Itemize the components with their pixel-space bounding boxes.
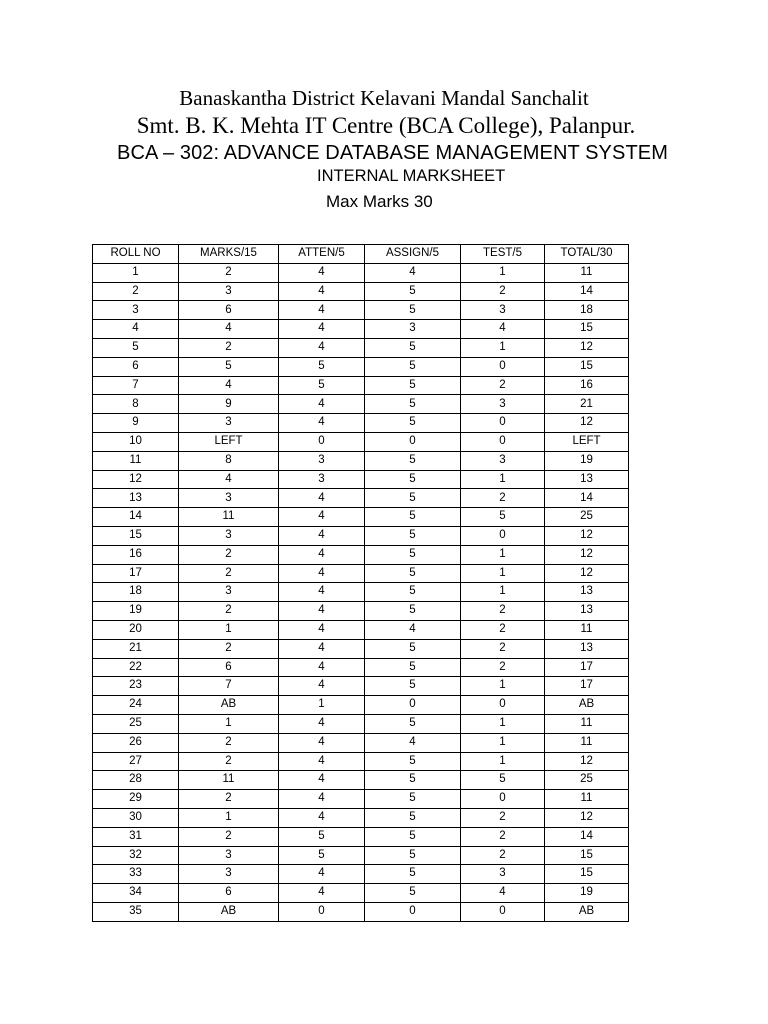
table-cell: 5 bbox=[365, 376, 461, 395]
table-cell: 14 bbox=[93, 508, 179, 527]
table-cell: 6 bbox=[179, 658, 279, 677]
table-cell: 5 bbox=[461, 508, 545, 527]
column-header: ROLL NO bbox=[93, 245, 179, 264]
table-cell: 13 bbox=[545, 583, 629, 602]
table-cell: 3 bbox=[93, 301, 179, 320]
table-cell: 28 bbox=[93, 771, 179, 790]
table-cell: 1 bbox=[461, 470, 545, 489]
table-cell: 5 bbox=[365, 658, 461, 677]
table-cell: 4 bbox=[279, 414, 365, 433]
table-cell: 32 bbox=[93, 846, 179, 865]
table-row bbox=[93, 771, 629, 790]
table-cell: 5 bbox=[365, 677, 461, 696]
table-cell: 3 bbox=[279, 451, 365, 470]
table-cell: 17 bbox=[93, 564, 179, 583]
table-row bbox=[93, 696, 629, 715]
table-cell: 4 bbox=[279, 564, 365, 583]
table-cell: 8 bbox=[93, 395, 179, 414]
table-cell: 22 bbox=[93, 658, 179, 677]
table-row bbox=[93, 301, 629, 320]
table-cell: 5 bbox=[365, 827, 461, 846]
table-row bbox=[93, 545, 629, 564]
table-cell: 4 bbox=[279, 884, 365, 903]
table-cell: 4 bbox=[279, 320, 365, 339]
table-cell: 1 bbox=[461, 545, 545, 564]
table-cell: 1 bbox=[279, 696, 365, 715]
table-cell: 4 bbox=[279, 639, 365, 658]
table-cell: 3 bbox=[461, 865, 545, 884]
table-cell: LEFT bbox=[179, 432, 279, 451]
table-cell: 20 bbox=[93, 620, 179, 639]
table-cell: 1 bbox=[461, 564, 545, 583]
table-cell: 12 bbox=[93, 470, 179, 489]
table-cell: 17 bbox=[545, 658, 629, 677]
table-row bbox=[93, 320, 629, 339]
table-cell: 12 bbox=[545, 526, 629, 545]
table-cell: 4 bbox=[365, 620, 461, 639]
table-cell: 1 bbox=[93, 263, 179, 282]
table-cell: 4 bbox=[461, 884, 545, 903]
table-cell: 11 bbox=[179, 771, 279, 790]
table-cell: 11 bbox=[545, 263, 629, 282]
table-cell: 2 bbox=[179, 564, 279, 583]
table-cell: 4 bbox=[279, 395, 365, 414]
table-row bbox=[93, 602, 629, 621]
table-cell: 5 bbox=[365, 846, 461, 865]
table-cell: 12 bbox=[545, 338, 629, 357]
table-cell: 5 bbox=[365, 639, 461, 658]
table-cell: 14 bbox=[545, 827, 629, 846]
marks-table bbox=[92, 244, 629, 922]
table-cell: 26 bbox=[93, 733, 179, 752]
table-cell: 5 bbox=[279, 357, 365, 376]
table-cell: 1 bbox=[461, 752, 545, 771]
table-row bbox=[93, 752, 629, 771]
table-cell: 19 bbox=[93, 602, 179, 621]
table-cell: 29 bbox=[93, 790, 179, 809]
table-cell: 2 bbox=[179, 602, 279, 621]
table-cell: 3 bbox=[461, 301, 545, 320]
table-cell: 15 bbox=[545, 320, 629, 339]
table-cell: 31 bbox=[93, 827, 179, 846]
table-cell: 10 bbox=[93, 432, 179, 451]
table-cell: 4 bbox=[279, 583, 365, 602]
column-header: ATTEN/5 bbox=[279, 245, 365, 264]
table-cell: 21 bbox=[545, 395, 629, 414]
table-cell: 25 bbox=[545, 508, 629, 527]
table-cell: 1 bbox=[461, 677, 545, 696]
table-cell: 12 bbox=[545, 808, 629, 827]
table-cell: 2 bbox=[461, 808, 545, 827]
table-cell: 4 bbox=[279, 714, 365, 733]
table-cell: 4 bbox=[93, 320, 179, 339]
table-cell: 5 bbox=[365, 301, 461, 320]
table-cell: 2 bbox=[461, 620, 545, 639]
table-cell: 0 bbox=[365, 696, 461, 715]
table-cell: 19 bbox=[545, 884, 629, 903]
table-header-row bbox=[93, 245, 629, 264]
table-cell: 5 bbox=[365, 526, 461, 545]
table-cell: 4 bbox=[279, 733, 365, 752]
max-marks: Max Marks 30 bbox=[326, 192, 433, 211]
table-cell: 1 bbox=[461, 733, 545, 752]
table-row bbox=[93, 508, 629, 527]
table-cell: 1 bbox=[461, 714, 545, 733]
table-cell: 2 bbox=[461, 846, 545, 865]
table-body bbox=[93, 263, 629, 921]
table-row bbox=[93, 357, 629, 376]
table-cell: 5 bbox=[365, 470, 461, 489]
table-cell: 14 bbox=[545, 282, 629, 301]
table-cell: 4 bbox=[279, 338, 365, 357]
table-row bbox=[93, 658, 629, 677]
table-cell: 2 bbox=[461, 489, 545, 508]
table-row bbox=[93, 470, 629, 489]
table-row bbox=[93, 564, 629, 583]
table-cell: 2 bbox=[461, 639, 545, 658]
table-cell: 5 bbox=[279, 827, 365, 846]
table-cell: 2 bbox=[179, 263, 279, 282]
table-cell: 5 bbox=[365, 508, 461, 527]
table-cell: 4 bbox=[279, 620, 365, 639]
table-row bbox=[93, 376, 629, 395]
institution-name: Banaskantha District Kelavani Mandal Sanchalit bbox=[179, 86, 589, 110]
table-cell: AB bbox=[545, 902, 629, 921]
table-cell: LEFT bbox=[545, 432, 629, 451]
table-cell: 4 bbox=[279, 263, 365, 282]
table-row bbox=[93, 282, 629, 301]
table-cell: 4 bbox=[279, 808, 365, 827]
column-header: TEST/5 bbox=[461, 245, 545, 264]
table-cell: 3 bbox=[179, 489, 279, 508]
table-cell: 9 bbox=[93, 414, 179, 433]
column-header: TOTAL/30 bbox=[545, 245, 629, 264]
table-cell: 0 bbox=[279, 902, 365, 921]
column-header: ASSIGN/5 bbox=[365, 245, 461, 264]
table-cell: 2 bbox=[179, 338, 279, 357]
table-cell: 19 bbox=[545, 451, 629, 470]
table-cell: 4 bbox=[365, 733, 461, 752]
table-cell: 23 bbox=[93, 677, 179, 696]
table-cell: 2 bbox=[461, 602, 545, 621]
college-name: Smt. B. K. Mehta IT Centre (BCA College), Palanpur. bbox=[136, 113, 636, 138]
table-cell: 4 bbox=[279, 790, 365, 809]
table-cell: 1 bbox=[461, 263, 545, 282]
column-header: MARKS/15 bbox=[179, 245, 279, 264]
table-row bbox=[93, 677, 629, 696]
table-cell: 5 bbox=[365, 357, 461, 376]
table-cell: 3 bbox=[279, 470, 365, 489]
table-cell: 5 bbox=[461, 771, 545, 790]
table-cell: 0 bbox=[461, 790, 545, 809]
table-cell: 11 bbox=[545, 790, 629, 809]
table-cell: 2 bbox=[461, 658, 545, 677]
table-cell: 5 bbox=[365, 752, 461, 771]
table-cell: 0 bbox=[461, 414, 545, 433]
table-row bbox=[93, 620, 629, 639]
table-cell: 5 bbox=[365, 451, 461, 470]
table-row bbox=[93, 827, 629, 846]
table-cell: 13 bbox=[545, 639, 629, 658]
table-cell: 15 bbox=[545, 846, 629, 865]
table-cell: 3 bbox=[179, 583, 279, 602]
table-cell: 5 bbox=[365, 564, 461, 583]
table-cell: 5 bbox=[365, 338, 461, 357]
table-cell: 27 bbox=[93, 752, 179, 771]
table-cell: 5 bbox=[365, 884, 461, 903]
table-row bbox=[93, 902, 629, 921]
table-row bbox=[93, 846, 629, 865]
table-cell: 7 bbox=[93, 376, 179, 395]
table-cell: 3 bbox=[461, 451, 545, 470]
table-row bbox=[93, 639, 629, 658]
table-cell: 3 bbox=[179, 282, 279, 301]
table-cell: 14 bbox=[545, 489, 629, 508]
table-cell: 4 bbox=[279, 658, 365, 677]
table-cell: 4 bbox=[279, 508, 365, 527]
table-cell: 4 bbox=[279, 865, 365, 884]
table-cell: 2 bbox=[179, 639, 279, 658]
table-cell: 15 bbox=[545, 357, 629, 376]
table-cell: 12 bbox=[545, 545, 629, 564]
table-cell: 11 bbox=[545, 620, 629, 639]
table-row bbox=[93, 395, 629, 414]
table-cell: 3 bbox=[179, 846, 279, 865]
table-row bbox=[93, 884, 629, 903]
table-cell: 4 bbox=[179, 376, 279, 395]
table-cell: 2 bbox=[93, 282, 179, 301]
table-cell: 12 bbox=[545, 752, 629, 771]
table-cell: 33 bbox=[93, 865, 179, 884]
table-row bbox=[93, 526, 629, 545]
table-cell: 16 bbox=[93, 545, 179, 564]
table-cell: 8 bbox=[179, 451, 279, 470]
table-cell: 12 bbox=[545, 414, 629, 433]
table-cell: 5 bbox=[365, 714, 461, 733]
table-cell: 1 bbox=[179, 620, 279, 639]
table-cell: AB bbox=[545, 696, 629, 715]
table-cell: 0 bbox=[461, 432, 545, 451]
table-cell: 5 bbox=[365, 414, 461, 433]
table-cell: 4 bbox=[279, 677, 365, 696]
table-cell: 6 bbox=[179, 884, 279, 903]
table-cell: 11 bbox=[545, 733, 629, 752]
table-cell: 18 bbox=[93, 583, 179, 602]
table-cell: 1 bbox=[179, 714, 279, 733]
table-cell: 21 bbox=[93, 639, 179, 658]
table-cell: 5 bbox=[365, 395, 461, 414]
table-cell: 6 bbox=[93, 357, 179, 376]
table-cell: 5 bbox=[365, 808, 461, 827]
table-cell: 2 bbox=[179, 733, 279, 752]
table-cell: 4 bbox=[461, 320, 545, 339]
table-cell: 5 bbox=[365, 602, 461, 621]
table-cell: 5 bbox=[179, 357, 279, 376]
table-cell: 3 bbox=[179, 414, 279, 433]
table-cell: 2 bbox=[179, 752, 279, 771]
table-cell: 4 bbox=[279, 282, 365, 301]
table-cell: 13 bbox=[545, 602, 629, 621]
table-row bbox=[93, 733, 629, 752]
course-title: BCA – 302: ADVANCE DATABASE MANAGEMENT SYSTEM bbox=[117, 142, 668, 164]
table-cell: 5 bbox=[365, 489, 461, 508]
table-cell: 16 bbox=[545, 376, 629, 395]
table-cell: 3 bbox=[179, 526, 279, 545]
table-cell: 3 bbox=[179, 865, 279, 884]
table-row bbox=[93, 414, 629, 433]
table-cell: 5 bbox=[365, 545, 461, 564]
table-cell: 5 bbox=[279, 846, 365, 865]
table-cell: 18 bbox=[545, 301, 629, 320]
table-cell: 24 bbox=[93, 696, 179, 715]
table-cell: 35 bbox=[93, 902, 179, 921]
table-cell: 13 bbox=[545, 470, 629, 489]
table-cell: 25 bbox=[93, 714, 179, 733]
table-cell: 2 bbox=[179, 790, 279, 809]
table-cell: 6 bbox=[179, 301, 279, 320]
table-cell: 30 bbox=[93, 808, 179, 827]
table-cell: 4 bbox=[279, 752, 365, 771]
table-cell: 0 bbox=[279, 432, 365, 451]
table-cell: 0 bbox=[365, 902, 461, 921]
table-cell: 9 bbox=[179, 395, 279, 414]
table-cell: 4 bbox=[179, 470, 279, 489]
table-cell: 2 bbox=[461, 376, 545, 395]
table-cell: 5 bbox=[365, 771, 461, 790]
table-cell: 4 bbox=[365, 263, 461, 282]
table-cell: 34 bbox=[93, 884, 179, 903]
table-cell: 0 bbox=[461, 902, 545, 921]
table-cell: 4 bbox=[279, 602, 365, 621]
table-cell: 1 bbox=[461, 338, 545, 357]
table-cell: 3 bbox=[365, 320, 461, 339]
table-cell: 5 bbox=[365, 865, 461, 884]
table-cell: 4 bbox=[279, 545, 365, 564]
table-cell: 5 bbox=[365, 790, 461, 809]
table-cell: 5 bbox=[93, 338, 179, 357]
table-cell: 4 bbox=[279, 771, 365, 790]
table-cell: 0 bbox=[461, 696, 545, 715]
table-cell: 15 bbox=[545, 865, 629, 884]
table-cell: 2 bbox=[461, 827, 545, 846]
table-cell: 25 bbox=[545, 771, 629, 790]
table-cell: 4 bbox=[179, 320, 279, 339]
table-cell: 3 bbox=[461, 395, 545, 414]
sheet-title: INTERNAL MARKSHEET bbox=[317, 167, 506, 185]
table-row bbox=[93, 808, 629, 827]
table-row bbox=[93, 865, 629, 884]
table-row bbox=[93, 489, 629, 508]
table-cell: 2 bbox=[179, 827, 279, 846]
table-row bbox=[93, 714, 629, 733]
table-cell: 2 bbox=[461, 282, 545, 301]
table-cell: 4 bbox=[279, 489, 365, 508]
table-row bbox=[93, 263, 629, 282]
table-cell: 17 bbox=[545, 677, 629, 696]
table-cell: 0 bbox=[365, 432, 461, 451]
table-row bbox=[93, 451, 629, 470]
table-cell: 0 bbox=[461, 526, 545, 545]
table-cell: AB bbox=[179, 902, 279, 921]
table-row bbox=[93, 432, 629, 451]
table-cell: AB bbox=[179, 696, 279, 715]
table-cell: 13 bbox=[93, 489, 179, 508]
table-cell: 5 bbox=[365, 583, 461, 602]
table-cell: 11 bbox=[545, 714, 629, 733]
table-row bbox=[93, 583, 629, 602]
table-row bbox=[93, 790, 629, 809]
table-cell: 7 bbox=[179, 677, 279, 696]
table-row bbox=[93, 338, 629, 357]
table-cell: 0 bbox=[461, 357, 545, 376]
table-cell: 5 bbox=[279, 376, 365, 395]
table-cell: 15 bbox=[93, 526, 179, 545]
table-cell: 5 bbox=[365, 282, 461, 301]
table-cell: 4 bbox=[279, 526, 365, 545]
table-cell: 11 bbox=[93, 451, 179, 470]
table-cell: 12 bbox=[545, 564, 629, 583]
table-cell: 11 bbox=[179, 508, 279, 527]
table-cell: 2 bbox=[179, 545, 279, 564]
table-cell: 4 bbox=[279, 301, 365, 320]
table-cell: 1 bbox=[179, 808, 279, 827]
table-cell: 1 bbox=[461, 583, 545, 602]
